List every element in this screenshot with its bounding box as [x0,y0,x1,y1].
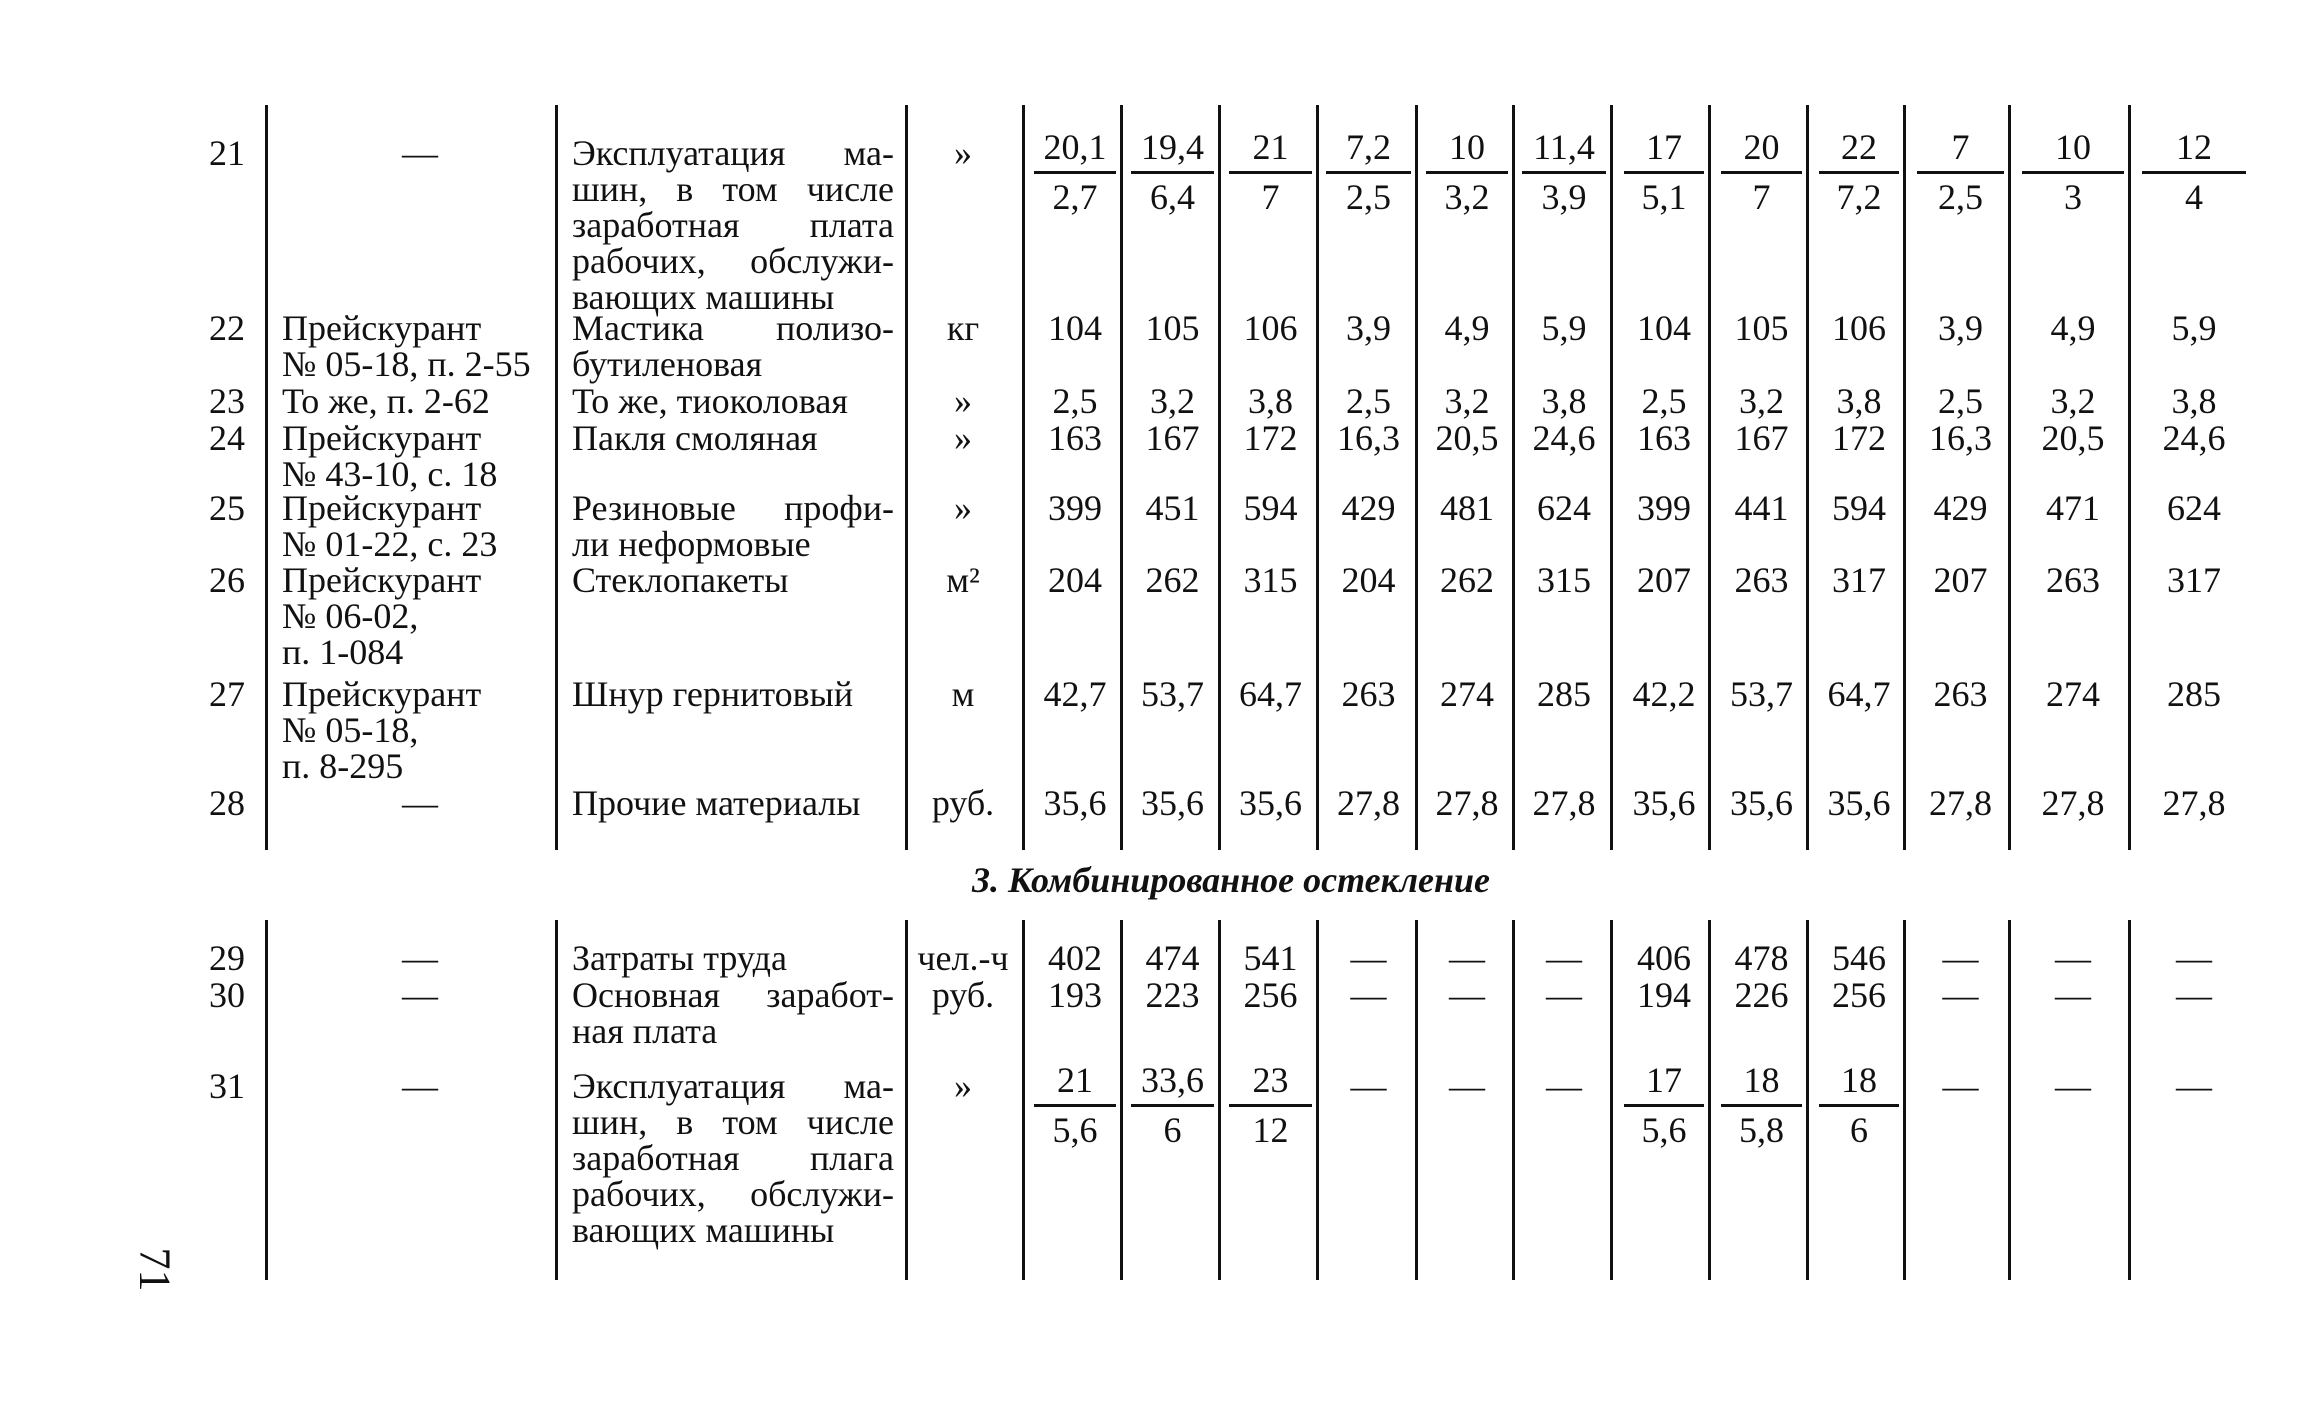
value-cell: 402 [1048,938,1102,978]
fraction-bar [2142,171,2246,174]
value-cell: 35,6 [1632,783,1696,823]
value-cell: — [2176,1066,2212,1106]
value-cell: 24,6 [1532,418,1596,458]
value-cell: 3,9 [1938,308,1983,348]
value-cell: 163 [1637,418,1691,458]
row-number: 27 [209,674,245,714]
value-cell: 27,8 [1435,783,1499,823]
unit-of-measure: кг [946,308,980,348]
value-cell: 42,7 [1043,674,1107,714]
fraction-bar [1721,171,1802,174]
value-cell: 317 [1832,560,1886,600]
value-cell: 105 [1145,308,1200,348]
value-cell: 4,9 [1444,308,1490,348]
column-divider [905,105,908,850]
value-cell: 104 [1048,308,1102,348]
column-divider [555,920,558,1280]
column-divider [1218,105,1221,850]
row-number: 21 [209,133,245,173]
value-cell: 105 [1734,308,1789,348]
value-cell: 207 [1933,560,1988,600]
fraction-numerator: 23 [1252,1060,1289,1100]
resource-name: шин, в том числе [572,169,894,209]
column-divider [1415,105,1418,850]
source-reference: № 05-18, п. 2-55 [282,344,531,384]
fraction-numerator: 19,4 [1141,127,1204,167]
value-cell: — [2055,938,2091,978]
fraction-denominator: 4 [2185,177,2203,217]
value-cell: — [1942,975,1979,1015]
value-cell: — [1942,1066,1979,1106]
fraction-bar [1917,171,2004,174]
column-divider [1316,105,1319,850]
fraction-bar [1034,1104,1116,1107]
fraction-denominator: 6 [1850,1110,1868,1150]
fraction-numerator: 18 [1743,1060,1780,1100]
column-divider [1218,920,1221,1280]
value-cell: 3,8 [1541,381,1587,421]
fraction-denominator: 5,1 [1641,177,1687,217]
value-cell: 194 [1637,975,1691,1015]
value-cell: 624 [1537,488,1591,528]
source-dash: — [402,783,438,823]
value-cell: 3,9 [1346,308,1391,348]
value-cell: 594 [1832,488,1886,528]
fraction-denominator: 2,5 [1346,177,1391,217]
column-divider [1316,920,1319,1280]
value-cell: — [1546,975,1582,1015]
value-cell: 226 [1734,975,1789,1015]
value-cell: 35,6 [1141,783,1204,823]
unit-of-measure: руб. [931,783,995,823]
fraction-numerator: 7,2 [1346,127,1391,167]
source-reference: Прейскурант [282,418,482,458]
value-cell: 24,6 [2162,418,2226,458]
value-cell: 27,8 [1337,783,1400,823]
fraction-denominator: 2,7 [1052,177,1098,217]
source-reference: Прейскурант [282,488,482,528]
value-cell: 35,6 [1239,783,1302,823]
resource-name: заработная плага [572,1138,894,1178]
fraction-bar [1819,171,1899,174]
value-cell: 5,9 [1541,308,1587,348]
value-cell: 3,2 [1150,381,1195,421]
fraction-denominator: 7,2 [1836,177,1882,217]
value-cell: 263 [2046,560,2100,600]
unit-of-measure: м² [946,560,980,600]
resource-name: заработная плата [572,205,894,245]
fraction-numerator: 22 [1841,127,1877,167]
resource-name: Шнур гернитовый [572,674,854,714]
row-number: 28 [209,783,245,823]
fraction-numerator: 17 [1646,1060,1682,1100]
column-divider [1610,105,1613,850]
value-cell: — [2055,975,2091,1015]
value-cell: 285 [1537,674,1591,714]
row-number: 30 [209,975,245,1015]
resource-name: шин, в том числе [572,1102,894,1142]
source-reference: № 05-18, [282,710,419,750]
fraction-denominator: 6,4 [1150,177,1195,217]
fraction-bar [1426,171,1508,174]
row-number: 23 [209,381,245,421]
source-reference: Прейскурант [282,308,482,348]
value-cell: — [1942,938,1979,978]
value-cell: 163 [1048,418,1102,458]
resource-name: вающих машины [572,1210,835,1250]
fraction-bar [1229,171,1312,174]
fraction-denominator: 2,5 [1938,177,1983,217]
column-divider [1806,105,1809,850]
row-number: 29 [209,938,245,978]
column-divider [2128,920,2131,1280]
value-cell: — [1350,1066,1387,1106]
value-cell: 207 [1637,560,1691,600]
value-cell: 474 [1145,938,1200,978]
value-cell: 3,2 [1739,381,1784,421]
value-cell: 263 [1734,560,1789,600]
source-dash: — [402,975,438,1015]
fraction-denominator: 5,8 [1739,1110,1784,1150]
value-cell: 2,5 [1641,381,1687,421]
value-cell: 399 [1048,488,1102,528]
fraction-numerator: 18 [1841,1060,1877,1100]
source-reference: Прейскурант [282,560,482,600]
fraction-bar [1131,1104,1214,1107]
fraction-denominator: 7 [1752,177,1771,217]
value-cell: 406 [1637,938,1691,978]
fraction-numerator: 11,4 [1533,127,1595,167]
fraction-bar [1819,1104,1899,1107]
column-divider [1512,105,1515,850]
value-cell: — [2176,975,2212,1015]
column-divider [1806,920,1809,1280]
source-reference: Прейскурант [282,674,482,714]
value-cell: 624 [2167,488,2221,528]
value-cell: 27,8 [2041,783,2105,823]
value-cell: — [1350,975,1387,1015]
resource-name: бутиленовая [572,344,763,384]
fraction-bar [1721,1104,1802,1107]
source-dash: — [402,133,438,173]
unit-of-measure: м [951,674,975,714]
column-divider [1610,920,1613,1280]
value-cell: 204 [1341,560,1396,600]
resource-name: Стеклопакеты [572,560,789,600]
fraction-bar [1034,171,1116,174]
fraction-numerator: 12 [2176,127,2212,167]
source-reference: То же, п. 2-62 [282,381,490,421]
value-cell: 64,7 [1239,674,1302,714]
fraction-numerator: 21 [1057,1060,1093,1100]
value-cell: 3,2 [1444,381,1490,421]
resource-name: Эксплуатация ма- [572,1066,894,1106]
value-cell: 172 [1832,418,1886,458]
value-cell: 441 [1734,488,1789,528]
value-cell: 471 [2046,488,2100,528]
value-cell: — [1546,938,1582,978]
row-number: 24 [209,418,245,458]
value-cell: 35,6 [1827,783,1891,823]
resource-name: ная плата [572,1011,718,1051]
fraction-numerator: 10 [2055,127,2091,167]
column-divider [1415,920,1418,1280]
unit-of-measure: » [954,418,972,458]
column-divider [1022,105,1025,850]
value-cell: 2,5 [1052,381,1098,421]
unit-of-measure: » [954,381,972,421]
row-number: 26 [209,560,245,600]
value-cell: 3,8 [1248,381,1293,421]
fraction-numerator: 17 [1646,127,1682,167]
column-divider [1903,105,1906,850]
value-cell: 106 [1832,308,1886,348]
value-cell: 223 [1145,975,1200,1015]
value-cell: 27,8 [1929,783,1992,823]
value-cell: 104 [1637,308,1691,348]
value-cell: 2,5 [1346,381,1391,421]
value-cell: 35,6 [1730,783,1793,823]
column-divider [1708,105,1711,850]
fraction-bar [1326,171,1411,174]
value-cell: 285 [2167,674,2221,714]
value-cell: — [1546,1066,1582,1106]
value-cell: 262 [1440,560,1494,600]
column-divider [2008,105,2011,850]
value-cell: 546 [1832,938,1886,978]
value-cell: 3,2 [2050,381,2096,421]
fraction-bar [1624,1104,1704,1107]
value-cell: 35,6 [1043,783,1107,823]
row-number: 25 [209,488,245,528]
value-cell: 541 [1243,938,1298,978]
column-divider [1120,105,1123,850]
column-divider [555,105,558,850]
value-cell: 451 [1145,488,1200,528]
value-cell: 263 [1933,674,1988,714]
resource-name: рабочих, обслужи- [572,1174,894,1214]
unit-of-measure: » [954,488,972,528]
value-cell: 478 [1734,938,1789,978]
fraction-denominator: 7 [1261,177,1280,217]
resource-name: Основная заработ- [572,975,894,1015]
value-cell: — [1449,938,1485,978]
value-cell: 315 [1537,560,1591,600]
value-cell: 204 [1048,560,1102,600]
value-cell: 256 [1243,975,1298,1015]
value-cell: 4,9 [2050,308,2096,348]
value-cell: 429 [1933,488,1988,528]
fraction-denominator: 5,6 [1052,1110,1098,1150]
column-divider [2008,920,2011,1280]
value-cell: 53,7 [1730,674,1793,714]
resource-name: Прочие материалы [572,783,861,823]
source-dash: — [402,938,438,978]
fraction-denominator: 3 [2064,177,2082,217]
fraction-bar [1624,171,1704,174]
value-cell: 262 [1145,560,1200,600]
value-cell: 3,8 [1836,381,1882,421]
column-divider [1708,920,1711,1280]
value-cell: 20,5 [2041,418,2105,458]
source-reference: № 06-02, [282,596,419,636]
unit-of-measure: » [954,1066,972,1106]
fraction-denominator: 12 [1252,1110,1289,1150]
fraction-numerator: 10 [1449,127,1485,167]
value-cell: 106 [1243,308,1298,348]
value-cell: 167 [1145,418,1200,458]
value-cell: 53,7 [1141,674,1204,714]
fraction-numerator: 7 [1951,127,1970,167]
resource-name: Мастика полизо- [572,308,894,348]
fraction-bar [1229,1104,1312,1107]
value-cell: 263 [1341,674,1396,714]
column-divider [1903,920,1906,1280]
value-cell: — [1350,938,1387,978]
column-divider [265,920,268,1280]
source-reference: № 43-10, с. 18 [282,454,498,494]
unit-of-measure: » [954,133,972,173]
value-cell: 594 [1243,488,1298,528]
value-cell: — [1449,1066,1485,1106]
section-title: 3. Комбинированное остекление [972,860,1491,900]
resource-name: Затраты труда [572,938,787,978]
fraction-numerator: 21 [1252,127,1289,167]
value-cell: 5,9 [2171,308,2217,348]
fraction-denominator: 5,6 [1641,1110,1687,1150]
value-cell: 193 [1048,975,1102,1015]
resource-name: вающих машины [572,277,835,317]
fraction-numerator: 20 [1743,127,1780,167]
column-divider [905,920,908,1280]
row-number: 22 [209,308,245,348]
fraction-bar [2022,171,2124,174]
value-cell: 315 [1243,560,1298,600]
value-cell: 399 [1637,488,1691,528]
resource-name: Резиновые профи- [572,488,894,528]
fraction-numerator: 20,1 [1043,127,1107,167]
source-reference: п. 8-295 [282,746,404,786]
value-cell: 481 [1440,488,1494,528]
fraction-numerator: 33,6 [1141,1060,1204,1100]
value-cell: 256 [1832,975,1886,1015]
value-cell: — [1449,975,1485,1015]
value-cell: 172 [1243,418,1298,458]
value-cell: 27,8 [2162,783,2226,823]
source-dash: — [402,1066,438,1106]
value-cell: 274 [1440,674,1494,714]
fraction-denominator: 3,9 [1541,177,1587,217]
resource-name: Эксплуатация ма- [572,133,894,173]
resource-name: Пакля смоляная [572,418,818,458]
unit-of-measure: руб. [931,975,995,1015]
value-cell: 20,5 [1435,418,1499,458]
source-reference: № 01-22, с. 23 [282,524,498,564]
resource-name: рабочих, обслужи- [572,241,894,281]
value-cell: 3,8 [2171,381,2217,421]
fraction-denominator: 3,2 [1444,177,1490,217]
resource-name: То же, тиоколовая [572,381,848,421]
value-cell: — [2055,1066,2091,1106]
page-number: 71 [130,1247,180,1292]
column-divider [1512,920,1515,1280]
value-cell: 64,7 [1827,674,1891,714]
value-cell: 274 [2046,674,2100,714]
value-cell: 16,3 [1337,418,1400,458]
fraction-bar [1131,171,1214,174]
resource-name: ли неформовые [572,524,811,564]
value-cell: 16,3 [1929,418,1992,458]
unit-of-measure: чел.-ч [917,938,1009,978]
value-cell: 42,2 [1632,674,1696,714]
source-reference: п. 1-084 [282,632,404,672]
column-divider [1120,920,1123,1280]
fraction-bar [1522,171,1606,174]
value-cell: — [2176,938,2212,978]
value-cell: 429 [1341,488,1396,528]
column-divider [1022,920,1025,1280]
value-cell: 167 [1734,418,1789,458]
column-divider [265,105,268,850]
value-cell: 317 [2167,560,2221,600]
value-cell: 2,5 [1938,381,1983,421]
fraction-denominator: 6 [1163,1110,1182,1150]
row-number: 31 [209,1066,245,1106]
column-divider [2128,105,2131,850]
value-cell: 27,8 [1532,783,1596,823]
